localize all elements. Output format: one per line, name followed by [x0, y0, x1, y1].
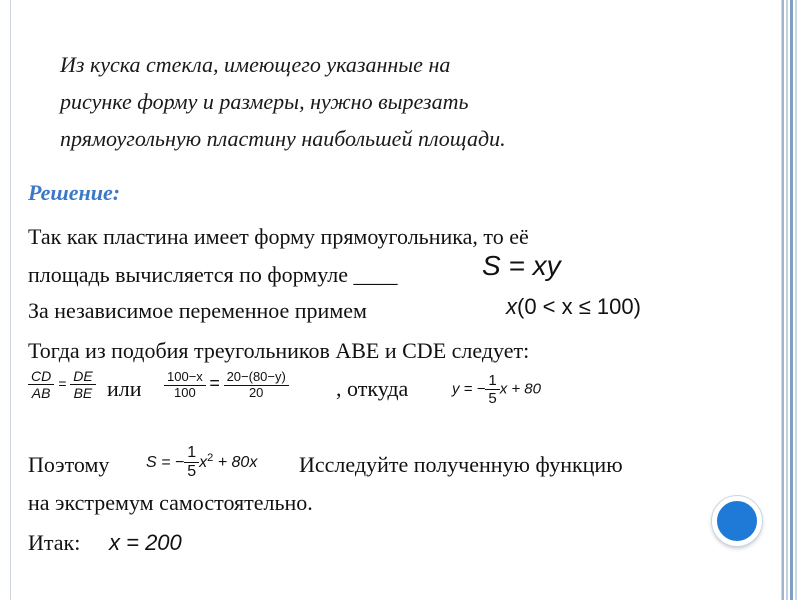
- s-frac-den: 5: [187, 463, 197, 481]
- ratio-numerator: 100−x: [164, 370, 206, 386]
- decor-line: [782, 0, 784, 600]
- s-frac-num: 1: [184, 444, 199, 463]
- area-formula: S = xy: [482, 250, 561, 281]
- variable-x: x: [506, 294, 517, 319]
- proportion-ratio-2: [164, 370, 289, 401]
- or-word: или: [107, 376, 142, 401]
- task-line: прямоугольную пластину наибольшей площади.: [60, 126, 506, 151]
- task-statement: [60, 46, 700, 157]
- s-rhs-exp: 2: [207, 451, 214, 464]
- s-rhs-base: x: [199, 454, 208, 472]
- ratio-denominator: BE: [73, 385, 93, 402]
- answer-formula: x = 200: [109, 530, 182, 555]
- y-rhs: x + 80: [499, 380, 541, 398]
- therefore-word: Поэтому: [28, 452, 110, 477]
- decor-line: [790, 0, 793, 600]
- ratio-denominator: 100: [174, 384, 196, 400]
- variable-definition: [506, 294, 641, 320]
- solution-heading: Решение:: [28, 180, 121, 205]
- decor-line: [795, 0, 797, 600]
- y-formula: [452, 372, 541, 408]
- y-frac-den: 5: [488, 390, 497, 408]
- y-frac-num: 1: [485, 372, 499, 390]
- investigate-text: Исследуйте полученную функцию: [299, 452, 623, 477]
- whence-word: , откуда: [336, 376, 409, 401]
- y-lhs: y = −: [452, 380, 486, 398]
- s-lhs: S = −: [146, 454, 185, 472]
- solution-line-3: За независимое переменное примем: [28, 298, 367, 323]
- ratio-numerator: CD: [28, 368, 54, 385]
- solution-line-4: Тогда из подобия треугольников ABE и CDE следует:: [28, 338, 530, 363]
- ratio-denominator: 20: [248, 384, 264, 400]
- solution-line-2: площадь вычисляется по формуле ____: [28, 262, 398, 287]
- equals-sign: =: [209, 372, 220, 393]
- equals-sign: =: [58, 375, 67, 392]
- proportion-ratio-1: [28, 368, 96, 401]
- ratio-numerator: DE: [70, 368, 95, 385]
- ratio-denominator: AB: [31, 385, 51, 402]
- ratio-numerator: 20−(80−y): [224, 370, 289, 386]
- slide-circle-button[interactable]: [712, 496, 762, 546]
- task-line: рисунке форму и размеры, нужно вырезать: [60, 89, 469, 114]
- s-rhs-tail: + 80x: [213, 454, 258, 472]
- solution-line-1: Так как пластина имеет форму прямоугольника, то её: [28, 224, 529, 249]
- so-word: Итак:: [28, 530, 81, 555]
- s-formula: [146, 444, 257, 482]
- investigate-text-2: на экстремум самостоятельно.: [28, 490, 313, 515]
- task-line: Из куска стекла, имеющего указанные на: [60, 52, 451, 77]
- right-decor-bar: [782, 0, 800, 600]
- variable-range: (0 < x ≤ 100): [517, 294, 641, 319]
- decor-line: [786, 0, 788, 600]
